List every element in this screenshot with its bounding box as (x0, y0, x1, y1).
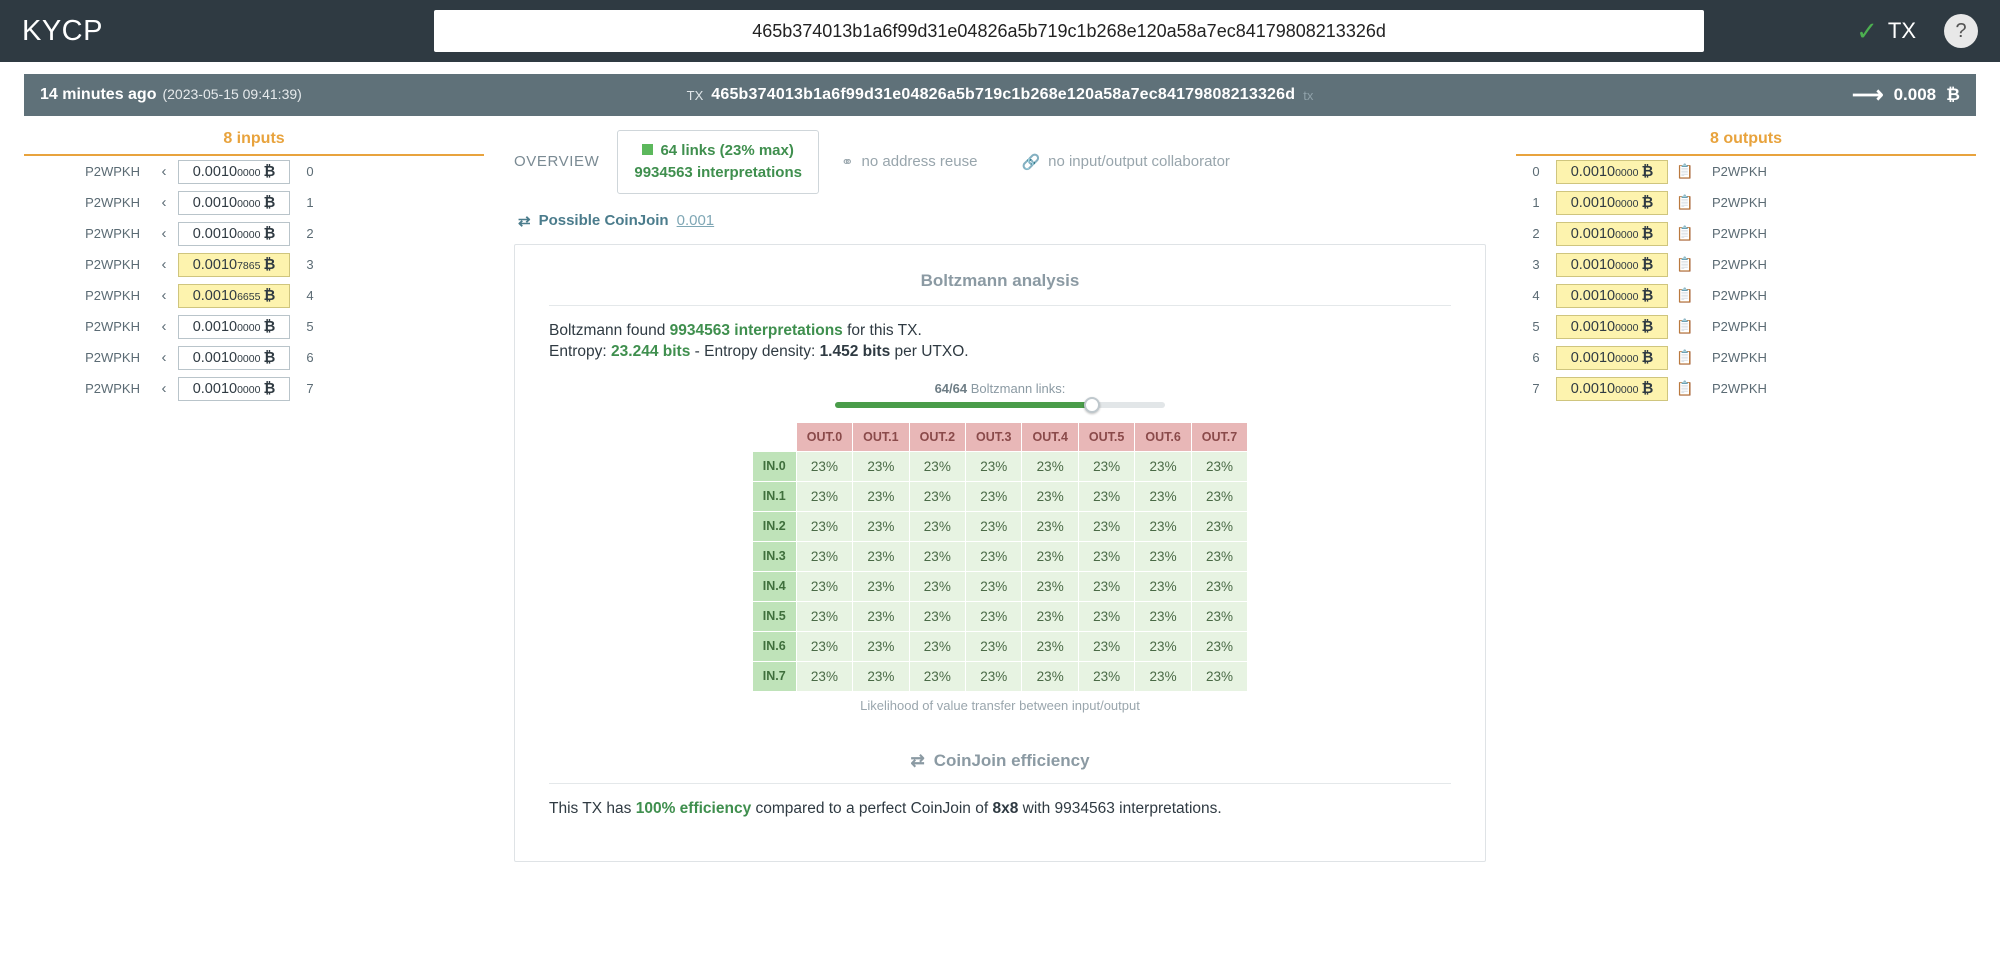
matrix-col-header: OUT.2 (909, 422, 965, 451)
copy-icon[interactable]: 📋 (1676, 318, 1694, 334)
output-row (1516, 311, 1976, 342)
tx-total-amount (1852, 82, 1960, 108)
input-row (24, 218, 484, 249)
matrix-cell: 23% (1022, 601, 1078, 631)
input-index: 3 (306, 257, 314, 272)
matrix-cell: 23% (909, 511, 965, 541)
chevron-left-icon[interactable]: ‹ (161, 380, 167, 397)
boltzmann-title: Boltzmann analysis (920, 270, 1080, 290)
chevron-left-icon[interactable]: ‹ (161, 287, 167, 304)
matrix-cell: 23% (853, 661, 909, 691)
copy-icon[interactable]: 📋 (1676, 225, 1694, 241)
matrix-cell: 23% (1078, 661, 1134, 691)
input-index: 6 (306, 350, 314, 365)
output-index: 0 (1532, 164, 1540, 179)
input-amount[interactable]: 0.0010 0000 ₿ (178, 222, 290, 246)
output-index: 4 (1532, 288, 1540, 303)
matrix-row (752, 481, 1247, 511)
coinjoin-efficiency-title: ⇄ CoinJoin efficiency (910, 750, 1090, 770)
matrix-cell: 23% (909, 541, 965, 571)
matrix-cell: 23% (1078, 451, 1134, 481)
output-amount[interactable]: 0.0010 0000 ₿ (1556, 377, 1668, 401)
efficiency-value: 100% efficiency (635, 799, 752, 817)
tx-amount-unit: ₿ (1946, 85, 1960, 104)
matrix-cell: 23% (1078, 571, 1134, 601)
matrix-cell: 23% (796, 481, 852, 511)
search-input[interactable] (434, 10, 1704, 52)
matrix-cell: 23% (1135, 631, 1191, 661)
entropy-density-value: 1.452 bits (819, 342, 891, 360)
matrix-row (752, 451, 1247, 481)
arrow-right-icon: ⟶ (1852, 82, 1884, 107)
link-icon: 🔗 (1021, 153, 1041, 171)
matrix-row (752, 601, 1247, 631)
output-amount[interactable]: 0.0010 0000 ₿ (1556, 253, 1668, 277)
matrix-cell: 23% (1191, 601, 1247, 631)
output-amount[interactable]: 0.0010 0000 ₿ (1556, 191, 1668, 215)
coinjoin-efficiency-line: This TX has 100% efficiency compared to a perfect CoinJoin of 8x8 with 9934563 interpretations. (549, 799, 1222, 817)
matrix-cell: 23% (853, 571, 909, 601)
matrix-cell: 23% (966, 571, 1022, 601)
chevron-left-icon[interactable]: ‹ (161, 318, 167, 335)
matrix-col-header: OUT.5 (1078, 422, 1134, 451)
boltzmann-found-line: Boltzmann found 9934563 interpretations for this TX. (549, 321, 922, 339)
copy-icon[interactable]: 📋 (1676, 194, 1694, 210)
tx-id-value[interactable]: 465b374013b1a6f99d31e04826a5b719c1b268e120a58a7ec84179808213326d (711, 86, 1296, 103)
input-script-type: P2WPKH (85, 319, 140, 334)
matrix-cell: 23% (909, 451, 965, 481)
main-layout (0, 116, 2000, 862)
output-amount[interactable]: 0.0010 0000 ₿ (1556, 222, 1668, 246)
matrix-cell: 23% (1078, 631, 1134, 661)
output-row (1516, 156, 1976, 187)
matrix-col-header: OUT.4 (1022, 422, 1078, 451)
matrix-cell: 23% (796, 661, 852, 691)
input-amount[interactable]: 0.0010 0000 ₿ (178, 377, 290, 401)
boltzmann-entropy-line: Entropy: 23.244 bits - Entropy density: 1.452 bits per UTXO. (549, 342, 969, 360)
input-row (24, 311, 484, 342)
matrix-cell: 23% (1191, 481, 1247, 511)
links-count-line: 64 links (23% max) (634, 140, 802, 162)
links-card[interactable] (617, 130, 819, 194)
output-row (1516, 187, 1976, 218)
matrix-row (752, 571, 1247, 601)
matrix-header-row (752, 422, 1247, 451)
matrix-cell: 23% (966, 661, 1022, 691)
matrix-cell: 23% (1022, 661, 1078, 691)
tx-prefix-label: TX (686, 87, 704, 103)
matrix-cell: 23% (853, 601, 909, 631)
matrix-cell: 23% (1135, 451, 1191, 481)
copy-icon[interactable]: 📋 (1676, 163, 1694, 179)
links-slider-label: 64/64 Boltzmann links: (934, 380, 1066, 396)
matrix-row (752, 631, 1247, 661)
outputs-column (1516, 130, 1976, 862)
matrix-cell: 23% (1191, 631, 1247, 661)
input-index: 5 (306, 319, 314, 334)
copy-icon[interactable]: 📋 (1676, 349, 1694, 365)
matrix-cell: 23% (1191, 661, 1247, 691)
no-address-reuse-flag: ⚭ no address reuse (840, 153, 978, 171)
output-script-type: P2WPKH (1712, 288, 1767, 303)
inputs-list (24, 156, 484, 404)
input-amount[interactable]: 0.0010 6655 ₿ (178, 284, 290, 308)
tx-id-suffix: tx (1303, 87, 1314, 103)
input-script-type: P2WPKH (85, 257, 140, 272)
overview-summary (514, 130, 1486, 194)
matrix-corner (752, 422, 796, 451)
matrix-cell: 23% (1022, 571, 1078, 601)
matrix-cell: 23% (1022, 481, 1078, 511)
matrix-cell: 23% (1078, 541, 1134, 571)
matrix-row-header: IN.1 (752, 481, 796, 511)
matrix-cell: 23% (966, 511, 1022, 541)
matrix-col-header: OUT.0 (796, 422, 852, 451)
input-index: 2 (306, 226, 314, 241)
matrix-cell: 23% (1135, 601, 1191, 631)
input-amount[interactable]: 0.0010 0000 ₿ (178, 346, 290, 370)
input-script-type: P2WPKH (85, 350, 140, 365)
matrix-cell: 23% (796, 541, 852, 571)
matrix-col-header: OUT.1 (853, 422, 909, 451)
matrix-caption: Likelihood of value transfer between input/output (860, 697, 1140, 713)
matrix-cell: 23% (796, 631, 852, 661)
matrix-cell: 23% (796, 601, 852, 631)
matrix-cell: 23% (1191, 511, 1247, 541)
output-row (1516, 280, 1976, 311)
matrix-cell: 23% (1022, 541, 1078, 571)
matrix-cell: 23% (1135, 571, 1191, 601)
input-index: 0 (306, 164, 314, 179)
matrix-cell: 23% (1078, 481, 1134, 511)
matrix-cell: 23% (909, 601, 965, 631)
matrix-cell: 23% (1191, 451, 1247, 481)
check-icon: ✓ (1856, 16, 1878, 46)
slider-fill (835, 402, 1092, 408)
input-amount[interactable]: 0.0010 7865 ₿ (178, 253, 290, 277)
tx-status (1856, 18, 1916, 44)
output-amount[interactable]: 0.0010 0000 ₿ (1556, 160, 1668, 184)
matrix-row-header: IN.6 (752, 631, 796, 661)
matrix-cell: 23% (1078, 601, 1134, 631)
matrix-row-header: IN.0 (752, 451, 796, 481)
input-row (24, 187, 484, 218)
matrix-cell: 23% (966, 631, 1022, 661)
copy-icon[interactable]: 📋 (1676, 287, 1694, 303)
output-index: 3 (1532, 257, 1540, 272)
output-script-type: P2WPKH (1712, 164, 1767, 179)
divider (549, 305, 1451, 306)
output-script-type: P2WPKH (1712, 381, 1767, 396)
matrix-row-header: IN.7 (752, 661, 796, 691)
divider-2 (549, 783, 1451, 784)
slider-handle[interactable] (1084, 397, 1100, 413)
matrix-row (752, 511, 1247, 541)
shuffle-icon: ⇄ (518, 212, 531, 230)
input-amount[interactable]: 0.0010 0000 ₿ (178, 160, 290, 184)
input-script-type: P2WPKH (85, 195, 140, 210)
input-row (24, 342, 484, 373)
chevron-left-icon[interactable]: ‹ (161, 163, 167, 180)
output-script-type: P2WPKH (1712, 257, 1767, 272)
matrix-cell: 23% (909, 631, 965, 661)
possible-coinjoin (518, 212, 1486, 230)
overview-label: OVERVIEW (514, 153, 600, 171)
input-script-type: P2WPKH (85, 381, 140, 396)
input-row (24, 373, 484, 404)
output-amount[interactable]: 0.0010 0000 ₿ (1556, 315, 1668, 339)
outputs-list (1516, 156, 1976, 404)
input-row (24, 156, 484, 187)
output-amount[interactable]: 0.0010 0000 ₿ (1556, 346, 1668, 370)
matrix-cell: 23% (966, 601, 1022, 631)
links-slider[interactable] (835, 402, 1165, 408)
input-script-type: P2WPKH (85, 288, 140, 303)
links-slider-area (549, 381, 1451, 408)
matrix-row-header: IN.4 (752, 571, 796, 601)
output-script-type: P2WPKH (1712, 195, 1767, 210)
matrix-cell: 23% (1078, 511, 1134, 541)
matrix-body (752, 451, 1247, 691)
matrix-col-header: OUT.3 (966, 422, 1022, 451)
tx-status-label: TX (1887, 18, 1916, 43)
output-script-type: P2WPKH (1712, 350, 1767, 365)
tx-amount-value: 0.008 (1893, 85, 1937, 104)
matrix-cell: 23% (796, 511, 852, 541)
matrix-col-header: OUT.7 (1191, 422, 1247, 451)
matrix-row-header: IN.3 (752, 541, 796, 571)
search-area (312, 10, 1826, 52)
matrix-cell: 23% (909, 571, 965, 601)
matrix-cell: 23% (853, 481, 909, 511)
matrix-cell: 23% (796, 571, 852, 601)
center-column (484, 130, 1516, 862)
output-amount[interactable]: 0.0010 0000 ₿ (1556, 284, 1668, 308)
matrix-row-header: IN.5 (752, 601, 796, 631)
output-row (1516, 249, 1976, 280)
top-bar (0, 0, 2000, 62)
output-index: 6 (1532, 350, 1540, 365)
matrix-cell: 23% (1022, 631, 1078, 661)
app-logo[interactable]: KYCP (22, 14, 103, 47)
matrix-cell: 23% (1135, 511, 1191, 541)
matrix-cell: 23% (853, 541, 909, 571)
matrix-row-header: IN.2 (752, 511, 796, 541)
matrix-cell: 23% (966, 481, 1022, 511)
matrix-cell: 23% (853, 631, 909, 661)
output-script-type: P2WPKH (1712, 319, 1767, 334)
inputs-title: 8 inputs (24, 130, 484, 156)
output-index: 1 (1532, 195, 1540, 210)
matrix-row (752, 661, 1247, 691)
chevron-left-icon[interactable]: ‹ (161, 225, 167, 242)
link-broken-icon: ⚭ (840, 153, 854, 171)
input-amount[interactable]: 0.0010 0000 ₿ (178, 191, 290, 215)
input-amount[interactable]: 0.0010 0000 ₿ (178, 315, 290, 339)
possible-coinjoin-label: Possible CoinJoin (538, 212, 669, 229)
green-square-icon (642, 144, 653, 155)
matrix-cell: 23% (909, 481, 965, 511)
matrix-cell: 23% (796, 451, 852, 481)
matrix-col-header: OUT.6 (1135, 422, 1191, 451)
matrix-cell: 23% (1022, 451, 1078, 481)
tx-age: 14 minutes ago (2023-05-15 09:41:39) (40, 86, 302, 103)
matrix-cell: 23% (1191, 571, 1247, 601)
input-index: 4 (306, 288, 314, 303)
output-row (1516, 218, 1976, 249)
output-script-type: P2WPKH (1712, 226, 1767, 241)
matrix-cell: 23% (1135, 541, 1191, 571)
input-row (24, 249, 484, 280)
input-index: 7 (306, 381, 314, 396)
chevron-left-icon[interactable]: ‹ (161, 349, 167, 366)
matrix-cell: 23% (853, 451, 909, 481)
outputs-title: 8 outputs (1516, 130, 1976, 156)
shuffle-icon-2: ⇄ (910, 750, 925, 770)
interpretations-line: 9934563 interpretations (634, 163, 802, 181)
copy-icon[interactable]: 📋 (1676, 380, 1694, 396)
output-index: 7 (1532, 381, 1540, 396)
matrix-cell: 23% (1191, 541, 1247, 571)
input-index: 1 (306, 195, 314, 210)
output-index: 2 (1532, 226, 1540, 241)
analysis-panel (514, 244, 1486, 862)
matrix-cell: 23% (966, 541, 1022, 571)
coinjoin-size: 8x8 (992, 799, 1019, 817)
input-row (24, 280, 484, 311)
output-index: 5 (1532, 319, 1540, 334)
possible-coinjoin-amount[interactable]: 0.001 (676, 212, 715, 229)
output-row (1516, 342, 1976, 373)
interpretations-value: 9934563 interpretations (669, 321, 843, 339)
matrix-cell: 23% (1022, 511, 1078, 541)
matrix-cell: 23% (1135, 481, 1191, 511)
help-button[interactable]: ? (1944, 14, 1978, 48)
copy-icon[interactable]: 📋 (1676, 256, 1694, 272)
entropy-value: 23.244 bits (611, 342, 691, 360)
chevron-left-icon[interactable]: ‹ (161, 194, 167, 211)
matrix-cell: 23% (1135, 661, 1191, 691)
tx-id-block (24, 86, 1976, 104)
input-script-type: P2WPKH (85, 226, 140, 241)
matrix-cell: 23% (909, 661, 965, 691)
transaction-header (24, 74, 1976, 116)
matrix-cell: 23% (966, 451, 1022, 481)
boltzmann-matrix (752, 422, 1248, 692)
matrix-cell: 23% (853, 511, 909, 541)
inputs-column (24, 130, 484, 862)
no-collaborator-flag: 🔗 no input/output collaborator (1021, 153, 1230, 171)
output-row (1516, 373, 1976, 404)
chevron-left-icon[interactable]: ‹ (161, 256, 167, 273)
input-script-type: P2WPKH (85, 164, 140, 179)
matrix-row (752, 541, 1247, 571)
